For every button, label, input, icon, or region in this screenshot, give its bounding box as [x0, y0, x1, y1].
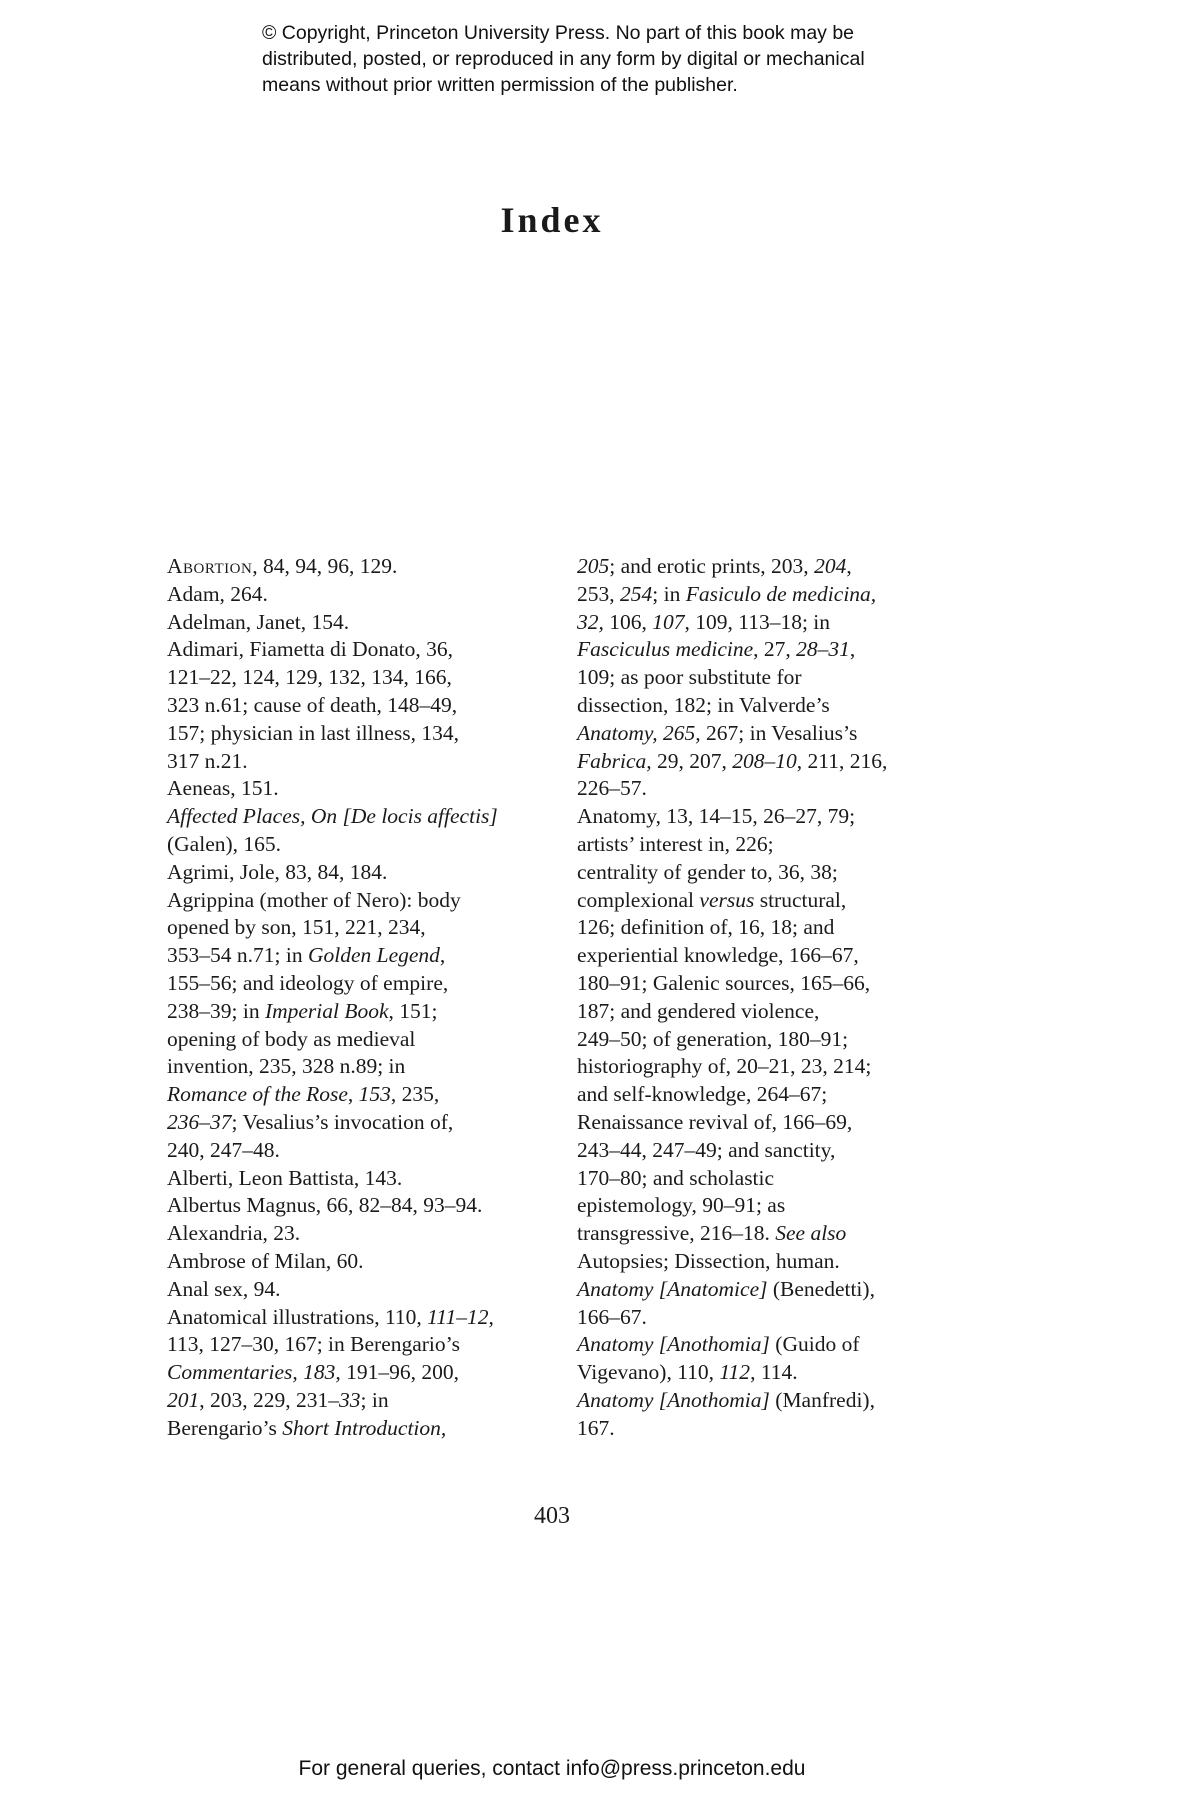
index-line	[577, 609, 977, 637]
text-run: ,	[846, 554, 852, 578]
index-entry	[167, 1304, 567, 1443]
italic-text: 111–12	[427, 1304, 489, 1329]
text-run: ,	[439, 943, 446, 968]
text-run: transgressive, 216–18.	[577, 1221, 776, 1246]
index-line	[167, 998, 567, 1026]
index-line	[167, 553, 567, 581]
index-line	[577, 914, 977, 942]
text-run: experiential knowledge, 166–67,	[577, 943, 859, 968]
text-run: (Guido of	[769, 1332, 860, 1357]
copyright-line: means without prior written permission of the publisher.	[262, 74, 738, 96]
text-run: 187; and gendered violence,	[577, 998, 820, 1023]
italic-text: Fasiculo de medicina,	[685, 581, 877, 606]
italic-text: Golden Legend	[307, 943, 440, 968]
index-line	[167, 1109, 567, 1137]
index-line	[167, 720, 567, 748]
index-entry	[167, 636, 567, 775]
italic-text: 236–37	[167, 1109, 232, 1134]
italic-text: 112	[719, 1360, 751, 1385]
index-line	[167, 859, 567, 887]
index-line	[577, 553, 977, 581]
text-run: complexional	[577, 887, 700, 912]
index-line	[577, 1276, 977, 1304]
text-run: 157; physician in last illness, 134,	[167, 720, 460, 745]
text-run: , 27,	[753, 637, 797, 662]
index-line	[167, 1192, 567, 1220]
italic-text: 28–31	[796, 637, 850, 662]
index-line	[577, 1053, 977, 1081]
index-line	[167, 581, 567, 609]
index-line	[577, 581, 977, 609]
text-run: (Galen), 165.	[167, 831, 282, 856]
text-run: centrality of gender to, 36, 38;	[577, 859, 838, 884]
index-entry	[167, 553, 567, 581]
index-line	[577, 1137, 977, 1165]
text-run: 317 n.21.	[167, 748, 248, 773]
index-line	[167, 1331, 567, 1359]
text-run: , 114.	[750, 1360, 798, 1385]
text-run: Vigevano), 110,	[577, 1360, 720, 1385]
index-line	[167, 1165, 567, 1193]
index-line	[577, 692, 977, 720]
text-run: ; and erotic prints, 203,	[609, 554, 815, 578]
text-run: Anatomy, 13, 14–15, 26–27, 79;	[577, 804, 856, 829]
index-entry	[167, 609, 567, 637]
text-run: Anal sex, 94.	[167, 1276, 281, 1301]
index-line	[167, 664, 567, 692]
index-line	[577, 1109, 977, 1137]
index-line	[577, 1359, 977, 1387]
text-run: Berengario’s	[167, 1415, 283, 1440]
italic-text: Short Introduction,	[282, 1415, 447, 1440]
text-run: ,	[347, 1082, 359, 1107]
index-line	[167, 692, 567, 720]
italic-text: Imperial Book	[264, 998, 389, 1023]
index-entry	[167, 1248, 567, 1276]
text-run: and self-knowledge, 264–67;	[577, 1082, 828, 1107]
contact-footer: For general queries, contact info@press.princeton.edu	[298, 1757, 806, 1780]
index-entry	[167, 775, 567, 803]
index-line	[167, 1415, 567, 1443]
italic-text: 204	[814, 554, 847, 578]
index-line	[167, 914, 567, 942]
text-run: 29, 207,	[651, 748, 733, 773]
index-line	[577, 1304, 977, 1332]
text-run: , 203, 229, 231–	[199, 1387, 339, 1412]
index-entry	[167, 887, 567, 1165]
italic-text: Fabrica,	[577, 748, 652, 773]
italic-text: 201	[167, 1387, 200, 1412]
text-run: Albertus Magnus, 66, 82–84, 93–94.	[167, 1193, 483, 1218]
text-run: Ambrose of Milan, 60.	[167, 1248, 364, 1273]
page-title: Index	[500, 200, 604, 240]
text-run: 249–50; of generation, 180–91;	[577, 1026, 849, 1051]
index-line	[167, 636, 567, 664]
text-run: 253,	[577, 581, 620, 606]
text-run: 155–56; and ideology of empire,	[167, 970, 449, 995]
index-line	[577, 775, 977, 803]
index-line	[167, 1276, 567, 1304]
index-line	[577, 803, 977, 831]
text-run: epistemology, 90–91; as	[577, 1193, 786, 1218]
italic-text: 107	[652, 609, 685, 634]
index-line	[167, 831, 567, 859]
text-run: 267; in Vesalius’s	[700, 720, 858, 745]
index-line	[577, 859, 977, 887]
text-run: 243–44, 247–49; and sanctity,	[577, 1137, 836, 1162]
text-run: 126; definition of, 16, 18; and	[577, 915, 835, 940]
index-line	[167, 748, 567, 776]
text-run: Adimari, Fiametta di Donato, 36,	[167, 637, 454, 662]
text-run: ; in	[652, 581, 686, 606]
index-entry	[167, 1192, 567, 1220]
italic-text: 153	[358, 1082, 391, 1107]
text-run: Aeneas, 151.	[167, 776, 279, 801]
copyright-line: © Copyright, Princeton University Press. No part of this book may be	[262, 22, 855, 44]
index-entry	[167, 581, 567, 609]
text-run: structural,	[754, 887, 847, 912]
text-run: 121–22, 124, 129, 132, 134, 166,	[167, 665, 452, 690]
text-run: ,	[488, 1304, 494, 1329]
index-entry	[577, 1387, 977, 1443]
copyright-line: distributed, posted, or reproduced in any form by digital or mechanical	[262, 48, 865, 70]
italic-text: Anatomy [Anothomia]	[577, 1332, 770, 1357]
text-run: ; Vesalius’s invocation of,	[231, 1109, 454, 1134]
italic-text: Affected Places, On [De locis affectis]	[167, 804, 498, 829]
index-line	[577, 1081, 977, 1109]
text-run: 226–57.	[577, 776, 647, 801]
italic-text: 205	[577, 554, 610, 578]
index-entry	[167, 1165, 567, 1193]
index-line	[167, 1137, 567, 1165]
italic-text: Commentaries, 183,	[167, 1360, 341, 1385]
index-line	[577, 1165, 977, 1193]
text-run: (Benedetti),	[767, 1276, 875, 1301]
text-run: Alexandria, 23.	[167, 1221, 301, 1246]
index-line	[577, 887, 977, 915]
italic-text: 208–10	[732, 748, 797, 773]
text-run: Agrippina (mother of Nero): body	[167, 887, 461, 912]
italic-text: 32,	[577, 609, 604, 634]
index-line	[577, 720, 977, 748]
index-entry	[167, 1220, 567, 1248]
index-line	[167, 970, 567, 998]
index-line	[167, 1026, 567, 1054]
index-line	[167, 942, 567, 970]
page-number: 403	[534, 1503, 570, 1529]
text-run: ,	[849, 637, 856, 662]
index-line	[167, 803, 567, 831]
index-line	[577, 664, 977, 692]
text-run: Agrimi, Jole, 83, 84, 184.	[167, 859, 388, 884]
index-line	[167, 1304, 567, 1332]
index-line	[167, 609, 567, 637]
text-run: dissection, 182; in Valverde’s	[577, 692, 830, 717]
index-column-right	[577, 553, 977, 1443]
text-run: Renaissance revival of, 166–69,	[577, 1109, 853, 1134]
index-line	[577, 1387, 977, 1415]
index-line	[167, 1053, 567, 1081]
index-line	[577, 1248, 977, 1276]
text-run: 180–91; Galenic sources, 165–66,	[577, 970, 871, 995]
index-entry	[577, 1276, 977, 1332]
index-line	[577, 1220, 977, 1248]
italic-text: Anatomy [Anothomia]	[577, 1387, 770, 1412]
text-run: 238–39; in	[167, 998, 265, 1023]
text-run: Adelman, Janet, 154.	[167, 609, 350, 634]
text-run: artists’ interest in, 226;	[577, 831, 774, 856]
index-entry	[577, 803, 977, 1276]
italic-text: See also	[775, 1221, 847, 1246]
text-run: 109; as poor substitute for	[577, 665, 802, 690]
italic-text: Romance of the Rose	[167, 1082, 348, 1107]
text-run: , 235,	[390, 1082, 440, 1107]
index-line	[577, 1331, 977, 1359]
text-run: Anatomical illustrations, 110,	[167, 1304, 428, 1329]
text-run: ; in	[360, 1387, 389, 1412]
index-entry-continued	[577, 553, 977, 803]
index-line	[577, 1415, 977, 1443]
index-line	[167, 887, 567, 915]
italic-text: 254	[620, 581, 653, 606]
index-line	[167, 1220, 567, 1248]
text-run: , 211, 216,	[796, 748, 888, 773]
text-run: Adam, 264.	[167, 581, 268, 606]
italic-text: Fasciculus medicine	[577, 637, 754, 662]
index-line	[577, 970, 977, 998]
index-line	[167, 1248, 567, 1276]
text-run: 106,	[603, 609, 653, 634]
index-entry	[167, 1276, 567, 1304]
index-column-left	[167, 553, 567, 1443]
index-line	[167, 775, 567, 803]
text-run: 353–54 n.71; in	[167, 943, 308, 968]
text-run: , 109, 113–18; in	[684, 609, 831, 634]
text-run: 191–96, 200,	[340, 1360, 460, 1385]
small-caps-text: Abortion	[167, 554, 253, 578]
index-line	[167, 1387, 567, 1415]
index-line	[577, 831, 977, 859]
index-line	[577, 1026, 977, 1054]
text-run: 240, 247–48.	[167, 1137, 280, 1162]
text-run: opening of body as medieval	[167, 1026, 416, 1051]
text-run: invention, 235, 328 n.89; in	[167, 1054, 406, 1079]
index-line	[577, 748, 977, 776]
text-run: 167.	[577, 1415, 615, 1440]
italic-text: Anatomy [Anatomice]	[577, 1276, 768, 1301]
index-line	[577, 636, 977, 664]
index-line	[577, 998, 977, 1026]
text-run: 170–80; and scholastic	[577, 1165, 775, 1190]
text-run: 113, 127–30, 167; in Berengario’s	[167, 1332, 461, 1357]
text-run: historiography of, 20–21, 23, 214;	[577, 1054, 872, 1079]
index-entry	[167, 803, 567, 859]
index-line	[577, 1192, 977, 1220]
italic-text: 33	[339, 1387, 361, 1412]
text-run: opened by son, 151, 221, 234,	[167, 915, 426, 940]
text-run: , 151;	[388, 998, 438, 1023]
index-line	[167, 1359, 567, 1387]
text-run: (Manfredi),	[769, 1387, 875, 1412]
italic-text: Anatomy, 265,	[577, 720, 701, 745]
text-run: , 84, 94, 96, 129.	[252, 554, 398, 578]
index-entry	[167, 859, 567, 887]
text-run: Autopsies; Dissection, human.	[577, 1248, 840, 1273]
index-line	[577, 942, 977, 970]
text-run: 323 n.61; cause of death, 148–49,	[167, 692, 458, 717]
copyright-notice	[262, 20, 1002, 98]
text-run: Alberti, Leon Battista, 143.	[167, 1165, 403, 1190]
index-entry	[577, 1331, 977, 1387]
index-line	[167, 1081, 567, 1109]
italic-text: versus	[699, 887, 755, 912]
text-run: 166–67.	[577, 1304, 647, 1329]
